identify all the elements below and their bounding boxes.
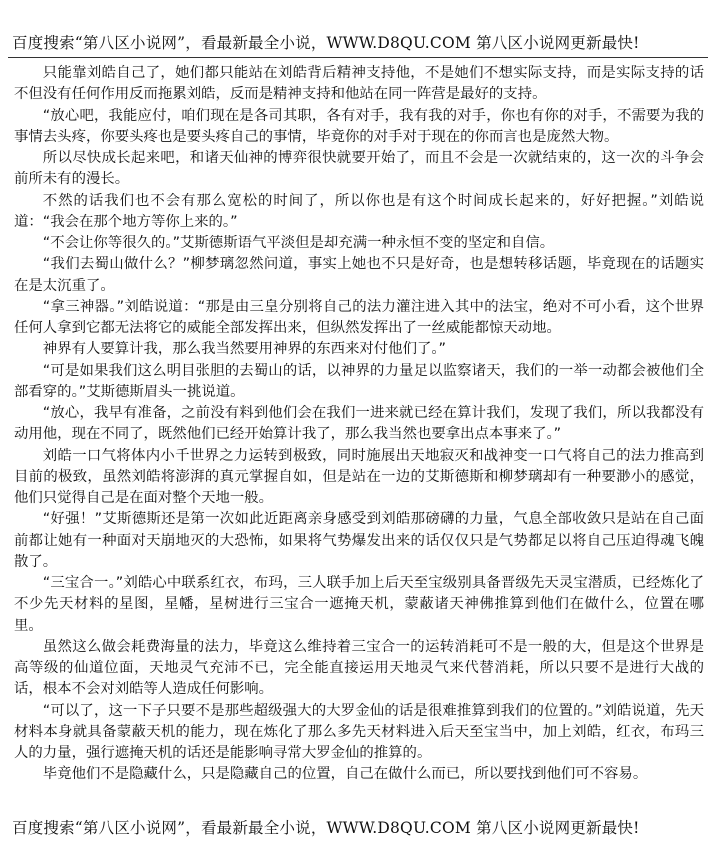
- paragraph: 所以尽快成长起来吧，和诸天仙神的博弈很快就要开始了，而且不会是一次就结束的，这一次的斗争会前所未有的漫长。: [14, 150, 704, 188]
- footer-banner: 百度搜索“第八区小说网”，看最新最全小说，WWW.D8QU.COM 第八区小说网更新最快!: [12, 819, 640, 837]
- paragraph: “三宝合一。”刘皓心中联系红衣，布玛，三人联手加上后天至宝级别具备晋级先天灵宝潜质，已经炼化了不少先天材料的星图，星幡，星树进行三宝合一遮掩天机，蒙蔽诸天神佛推算到他们在做什么，位置在哪里。: [14, 575, 704, 634]
- paragraph: “拿三神器。”刘皓说道：“那是由三皇分别将自己的法力灌注进入其中的法宝，绝对不可小看，这个世界任何人拿到它都无法将它的威能全部发挥出来，但纵然发挥出了一丝威能都惊天动地。: [14, 298, 704, 336]
- paragraph: “可以了，这一下子只要不是那些超级强大的大罗金仙的话是很难推算到我们的位置的。”刘皓说道，先天材料本身就具备蒙蔽天机的能力，现在炼化了那么多先天材料进入后天至宝当中，加上刘皓，红衣，布玛三人的力量，强行遮掩天机的话还是能影响寻常大罗金仙的推算的。: [14, 702, 704, 761]
- paragraph: “不会让你等很久的。”艾斯德斯语气平淡但是却充满一种永恒不变的坚定和自信。: [42, 235, 555, 251]
- article-body: [14, 63, 704, 811]
- paragraph: 毕竟他们不是隐藏什么，只是隐藏自己的位置，自己在做什么而已，所以要找到他们可不容易。: [42, 766, 648, 783]
- paragraph: “好强！”艾斯德斯还是第一次如此近距离亲身感受到刘皓那磅礴的力量，气息全部收敛只是站在自己面前都让她有一种面对天崩地灭的大恐怖，如果将气势爆发出来的话仅仅只是气势都足以将自己压迫得魂飞魄散了。: [14, 511, 704, 570]
- paragraph: 虽然这么做会耗费海量的法力，毕竟这么维持着三宝合一的运转消耗可不是一般的大，但是这个世界是高等级的仙道位面，天地灵气充沛不已，完全能直接运用天地灵气来代替消耗，所以只要不是进行大战的话，根本不会对刘皓等人造成任何影响。: [14, 638, 704, 698]
- header-banner: 百度搜索“第八区小说网”，看最新最全小说，WWW.D8QU.COM 第八区小说网更新最快!: [12, 34, 640, 52]
- header-divider: [8, 57, 708, 58]
- paragraph: “我们去蜀山做什么？”柳梦璃忽然问道，事实上她也不只是好奇，也是想转移话题，毕竟现在的话题实在是太沉重了。: [14, 256, 704, 294]
- paragraph: 神界有人要算计我，那么我当然要用神界的东西来对付他们了。”: [42, 341, 446, 358]
- paragraph: 不然的话我们也不会有那么宽松的时间了，所以你也是有这个时间成长起来的，好好把握。”刘皓说道：“我会在那个地方等你上来的。”: [14, 192, 704, 230]
- paragraph: “放心，我早有准备，之前没有料到他们会在我们一进来就已经在算计我们，发现了我们，所以我都没有动用他，现在不同了，既然他们已经开始算计我了，那么我当然也要拿出点本事来了。”: [14, 405, 704, 443]
- paragraph: “可是如果我们这么明目张胆的去蜀山的话，以神界的力量足以监察诸天，我们的一举一动都会被他们全部看穿的。”艾斯德斯眉头一挑说道。: [14, 362, 704, 400]
- paragraph: 只能靠刘皓自己了，她们都只能站在刘皓背后精神支持他，不是她们不想实际支持，而是实际支持的话不但没有任何作用反而拖累刘皓，反而是精神支持和他站在同一阵营是最好的支持。: [14, 65, 704, 103]
- paragraph: “放心吧，我能应付，咱们现在是各司其职，各有对手，我有我的对手，你也有你的对手，不需要为我的事情去头疼，你要头疼也是要头疼自己的事情，毕竟你的对手对于现在的你而言也是庞然大物。: [14, 107, 704, 145]
- paragraph: 刘皓一口气将体内小千世界之力运转到极致，同时施展出天地寂灭和战神变一口气将自己的法力推高到目前的极致，虽然刘皓将澎湃的真元掌握自如，但是站在一边的艾斯德斯和柳梦璃却有一种要渺小的感觉，他们只觉得自己是在面对整个天地一般。: [14, 447, 704, 506]
